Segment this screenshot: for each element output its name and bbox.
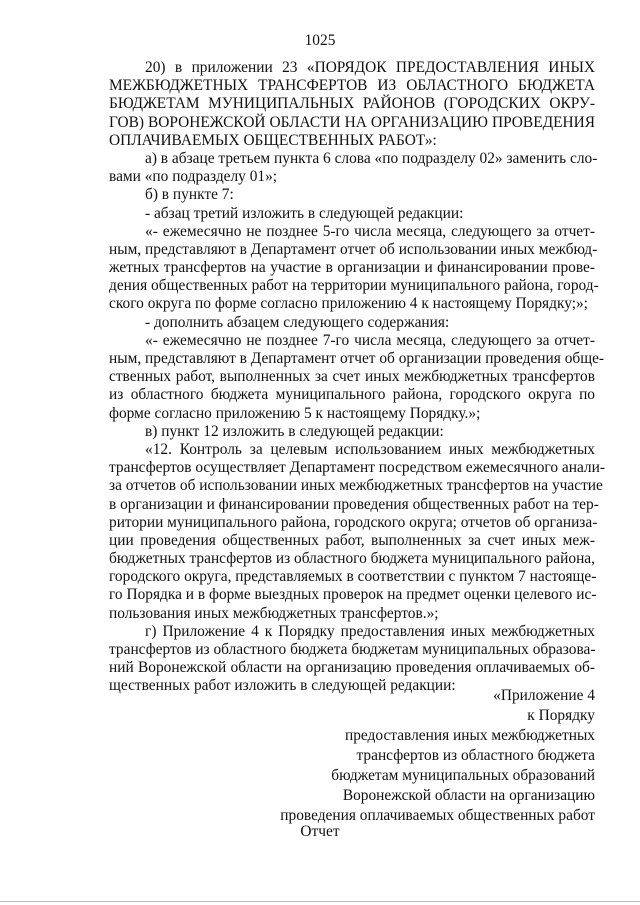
text-line: го Порядка и в форме выездных проверок на предмет оценки целевого ис- xyxy=(109,586,597,604)
text-line: ского округа по форме согласно приложению 4 к настоящему Порядку;»; xyxy=(109,295,588,313)
text-line: - дополнить абзацем следующего содержания: xyxy=(145,313,450,331)
text-line: ОПЛАЧИВАЕМЫХ ОБЩЕСТВЕННЫХ РАБОТ»: xyxy=(109,131,437,149)
text-line: трансфертов осуществляет Департамент посредством ежемесячного анали- xyxy=(109,459,605,477)
appendix-approval-block xyxy=(265,687,595,827)
text-line: городского округа, представляемых в соответствии с пунктом 7 настояще- xyxy=(109,568,597,586)
text-line: ГОВ) ВОРОНЕЖСКОЙ ОБЛАСТИ НА ОРГАНИЗАЦИЮ ПРОВЕДЕНИЯ xyxy=(109,113,595,131)
text-line: за отчетов об использовании иных межбюджетных трансфертов на участие xyxy=(109,477,603,495)
text-line: ний Воронежской области на организацию проведения оплачиваемых об- xyxy=(109,659,595,677)
report-heading: Отчет xyxy=(300,823,340,840)
text-line: «- ежемесячно не позднее 5-го числа месяца, следующего за отчет- xyxy=(145,222,595,240)
text-line: - абзац третий изложить в следующей редакции: xyxy=(145,204,464,222)
text-line: ритории муниципального района, городского округа; отчетов об организа- xyxy=(109,513,598,531)
text-line: пользования иных межбюджетных трансфертов.»; xyxy=(109,604,439,622)
text-line: вами «по подразделу 01»; xyxy=(109,168,278,186)
text-line: из областного бюджета муниципального района, городского округа по xyxy=(109,386,595,404)
text-line: дения общественных работ на территории муниципального района, город- xyxy=(109,277,599,295)
text-line: ным, представляют в Департамент отчет об использовании иных межбюд- xyxy=(109,240,598,258)
body-text xyxy=(109,59,605,696)
approval-line: Воронежской области на организацию xyxy=(342,787,595,804)
approval-line: предоставления иных межбюджетных xyxy=(344,727,595,744)
text-line: щественных работ изложить в следующей редакции: xyxy=(109,677,456,695)
text-line: 20) в приложении 23 «ПОРЯДОК ПРЕДОСТАВЛЕНИЯ ИНЫХ xyxy=(145,59,595,76)
text-line: в организации и финансировании проведения общественных работ на тер- xyxy=(109,495,599,513)
text-line: ции проведения общественных работ, выполненных за счет иных меж- xyxy=(109,531,595,549)
page-number: 1025 xyxy=(304,32,336,49)
text-line: а) в абзаце третьем пункта 6 слова «по подразделу 02» заменить сло- xyxy=(145,149,598,167)
text-line: ственных работ, выполненных за счет иных межбюджетных трансфертов xyxy=(109,368,595,386)
text-line: г) Приложение 4 к Порядку предоставления иных межбюджетных xyxy=(145,622,595,640)
text-line: МЕЖБЮДЖЕТНЫХ ТРАНСФЕРТОВ ИЗ ОБЛАСТНОГО БЮДЖЕТА xyxy=(109,77,595,95)
text-line: бюджетных трансфертов из областного бюджета муниципального района, xyxy=(109,550,595,568)
approval-line: трансфертов из областного бюджета xyxy=(356,747,595,764)
page-bottom-edge xyxy=(0,901,640,902)
text-line: БЮДЖЕТАМ МУНИЦИПАЛЬНЫХ РАЙОНОВ (ГОРОДСКИХ ОКРУ- xyxy=(109,95,595,113)
text-line: в) пункт 12 изложить в следующей редакции: xyxy=(145,422,444,440)
approval-line: «Приложение 4 xyxy=(493,687,595,704)
text-line: б) в пункте 7: xyxy=(145,186,234,204)
text-line: ным, представляют в Департамент отчет об организации проведения обще- xyxy=(109,350,605,367)
text-line: «12. Контроль за целевым использованием иных межбюджетных xyxy=(145,440,595,458)
text-line: «- ежемесячно не позднее 7-го числа месяца, следующего за отчет- xyxy=(145,331,595,349)
approval-line: к Порядку xyxy=(527,707,595,724)
approval-line: проведения оплачиваемых общественных работ xyxy=(280,807,595,824)
text-line: трансфертов из областного бюджета бюджетам муниципальных образова- xyxy=(109,641,596,658)
approval-line: бюджетам муниципальных образований xyxy=(331,767,595,784)
text-line: жетных трансфертов на участие в организации и финансировании прове- xyxy=(109,259,595,277)
text-line: форме согласно приложению 5 к настоящему Порядку.»; xyxy=(109,404,481,422)
